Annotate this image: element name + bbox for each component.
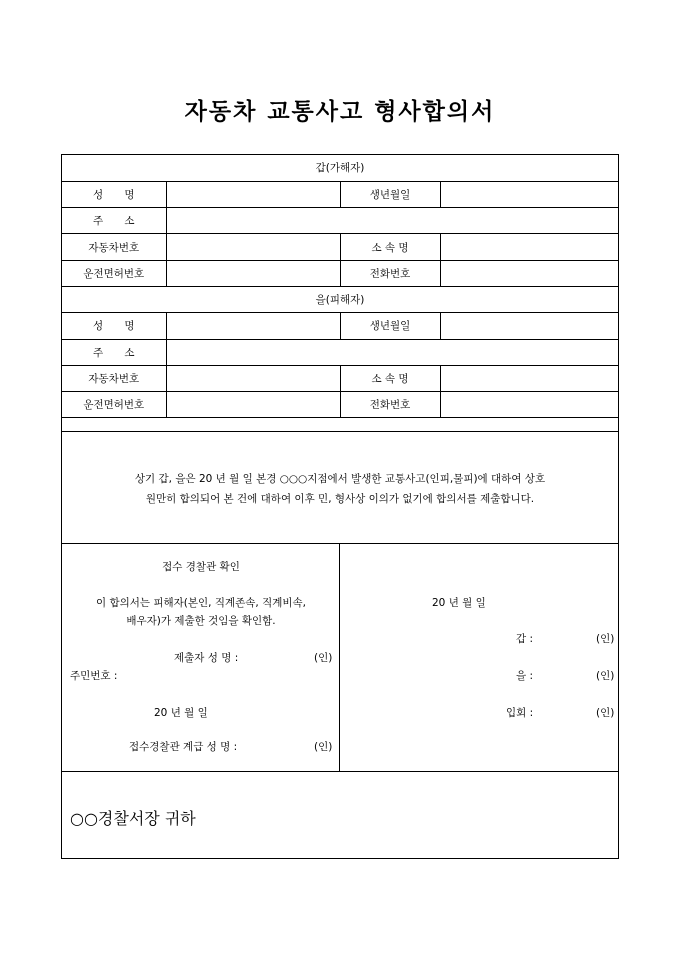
party-b-license-field[interactable] <box>166 392 340 418</box>
document-title: 자동차 교통사고 형사합의서 <box>184 99 496 125</box>
party-a-vehicle-label: 자동차번호 <box>62 234 166 260</box>
confirmation-title: 접수 경찰관 확인 <box>162 561 240 573</box>
party-a-vehicle-row <box>62 234 618 260</box>
party-b-seal: (인) <box>596 670 615 682</box>
party-b-name-row <box>62 313 618 339</box>
signature-date: 20 년 월 일 <box>432 597 486 609</box>
party-b-vehicle-field[interactable] <box>166 365 340 391</box>
party-a-license-row <box>62 260 618 286</box>
party-b-license-label: 운전면허번호 <box>62 392 166 418</box>
party-b-address-row <box>62 339 618 365</box>
addressee: ○○경찰서장 귀하 <box>70 809 196 828</box>
party-info-table <box>62 155 618 418</box>
party-a-header-row <box>62 155 618 181</box>
party-b-vehicle-label: 자동차번호 <box>62 365 166 391</box>
party-b-name-label: 성 명 <box>62 313 166 339</box>
police-confirmation-box <box>62 544 340 772</box>
party-a-affiliation-label: 소 속 명 <box>340 234 440 260</box>
submitter-name-label: 제출자 성 명 : <box>174 652 239 664</box>
confirmation-date: 20 년 월 일 <box>154 707 208 719</box>
party-a-header: 갑(가해자) <box>62 155 618 181</box>
party-a-name-field[interactable] <box>166 181 340 207</box>
party-a-address-label: 주 소 <box>62 208 166 234</box>
party-a-vehicle-field[interactable] <box>166 234 340 260</box>
agreement-form <box>61 154 619 859</box>
party-b-phone-field[interactable] <box>440 392 618 418</box>
party-a-birth-field[interactable] <box>440 181 618 207</box>
party-b-vehicle-row <box>62 365 618 391</box>
submitter-seal: (인) <box>314 652 333 664</box>
party-b-affiliation-field[interactable] <box>440 365 618 391</box>
witness-seal: (인) <box>596 707 615 719</box>
party-b-address-field[interactable] <box>166 339 618 365</box>
signature-box <box>340 544 618 772</box>
officer-name-label: 접수경찰관 계급 성 명 : <box>129 741 238 753</box>
party-b-header: 을(피해자) <box>62 286 618 312</box>
party-b-license-row <box>62 392 618 418</box>
party-a-sign-label: 갑 : <box>516 633 534 645</box>
party-a-name-label: 성 명 <box>62 181 166 207</box>
party-b-affiliation-label: 소 속 명 <box>340 365 440 391</box>
party-b-address-label: 주 소 <box>62 339 166 365</box>
agreement-statement <box>62 431 618 544</box>
party-b-header-row <box>62 286 618 312</box>
party-a-phone-label: 전화번호 <box>340 260 440 286</box>
party-b-birth-field[interactable] <box>440 313 618 339</box>
party-a-license-field[interactable] <box>166 260 340 286</box>
party-a-address-row <box>62 208 618 234</box>
statement-line-2: 원만히 합의되어 본 건에 대하여 이후 민, 형사상 이의가 없기에 합의서를 제출합니다. <box>145 493 535 505</box>
party-b-name-field[interactable] <box>166 313 340 339</box>
confirmation-text-2: 배우자)가 제출한 것임을 확인함. <box>126 615 276 627</box>
confirmation-text-1: 이 합의서는 피해자(본인, 직계존속, 직계비속, <box>95 597 307 609</box>
party-b-sign-label: 을 : <box>516 670 534 682</box>
party-a-birth-label: 생년월일 <box>340 181 440 207</box>
party-a-seal: (인) <box>596 633 615 645</box>
party-a-address-field[interactable] <box>166 208 618 234</box>
party-b-birth-label: 생년월일 <box>340 313 440 339</box>
witness-sign-label: 입회 : <box>506 707 534 719</box>
resident-number-label: 주민번호 : <box>70 670 118 682</box>
addressee-section <box>62 771 618 859</box>
party-a-affiliation-field[interactable] <box>440 234 618 260</box>
party-a-license-label: 운전면허번호 <box>62 260 166 286</box>
party-a-phone-field[interactable] <box>440 260 618 286</box>
statement-line-1: 상기 갑, 을은 20 년 월 일 본경 ○○○지점에서 발생한 교통사고(인피,물피)에 대하여 상호 <box>134 473 546 485</box>
officer-seal: (인) <box>314 741 333 753</box>
party-a-name-row <box>62 181 618 207</box>
party-b-phone-label: 전화번호 <box>340 392 440 418</box>
